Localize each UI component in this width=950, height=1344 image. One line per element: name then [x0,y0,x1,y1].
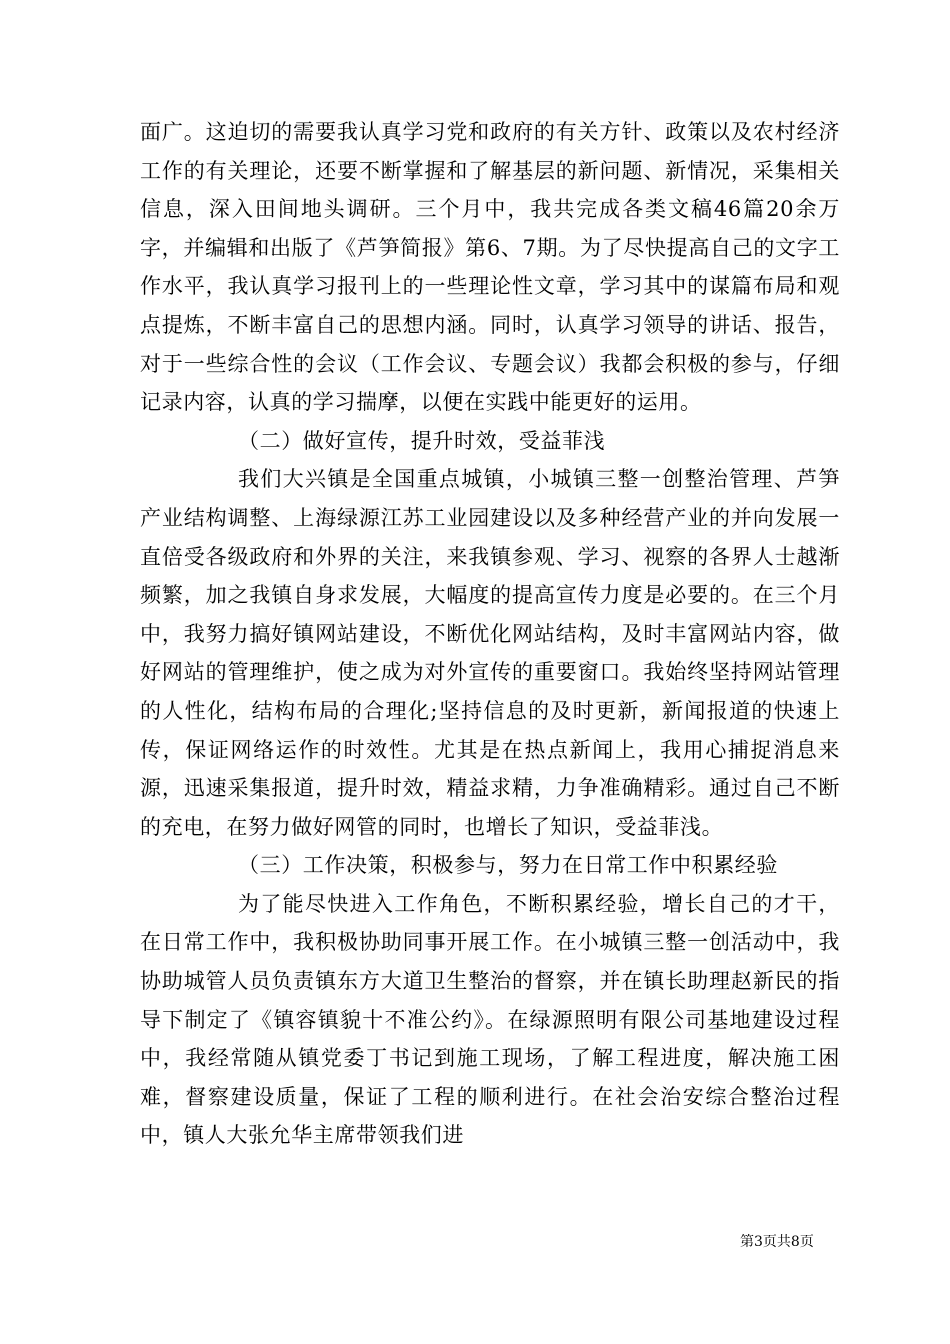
paragraph-daily-work: 为了能尽快进入工作角色，不断积累经验，增长自己的才干，在日常工作中，我积极协助同事开展工作。在小城镇三整一创活动中，我协助城管人员负责镇东方大道卫生整治的督察，并在镇长助理赵新民的指导下制定了《镇容镇貌十不准公约》。在绿源照明有限公司基地建设过程中，我经常随从镇党委丁书记到施工现场，了解工程进度，解决施工困难，督察建设质量，保证了工程的顺利进行。在社会治安综合整治过程中，镇人大张允华主席带领我们进 [140,891,840,1148]
page-number: 第3页共8页 [740,1234,814,1250]
paragraph-continuation: 面广。这迫切的需要我认真学习党和政府的有关方针、政策以及农村经济工作的有关理论，还要不断掌握和了解基层的新问题、新情况，采集相关信息，深入田间地头调研。三个月中，我共完成各类文稿46篇20余万字，并编辑和出版了《芦笋简报》第6、7期。为了尽快提高自己的文字工作水平，我认真学习报刊上的一些理论性文章，学习其中的谋篇布局和观点提炼，不断丰富自己的思想内涵。同时，认真学习领导的讲话、报告，对于一些综合性的会议（工作会议、专题会议）我都会积极的参与，仔细记录内容，认真的学习揣摩，以便在实践中能更好的运用。 [140,120,840,415]
body-text [140,113,840,1155]
paragraph-publicity: 我们大兴镇是全国重点城镇，小城镇三整一创整治管理、芦笋产业结构调整、上海绿源江苏工业园建设以及多种经营产业的并向发展一直倍受各级政府和外界的关注，来我镇参观、学习、视察的各界人士越渐频繁，加之我镇自身求发展，大幅度的提高宣传力度是必要的。在三个月中，我努力搞好镇网站建设，不断优化网站结构，及时丰富网站内容，做好网站的管理维护，使之成为对外宣传的重要窗口。我始终坚持网站管理的人性化，结构布局的合理化;坚持信息的及时更新，新闻报道的快速上传，保证网络运作的时效性。尤其是在热点新闻上，我用心捕捉消息来源，迅速采集报道，提升时效，精益求精，力争准确精彩。通过自己不断的充电，在努力做好网管的同时，也增长了知识，受益菲浅。 [140,467,840,839]
section-heading-3: （三）工作决策，积极参与，努力在日常工作中积累经验 [238,853,778,878]
section-heading-2: （二）做好宣传，提升时效，受益菲浅 [238,428,606,453]
